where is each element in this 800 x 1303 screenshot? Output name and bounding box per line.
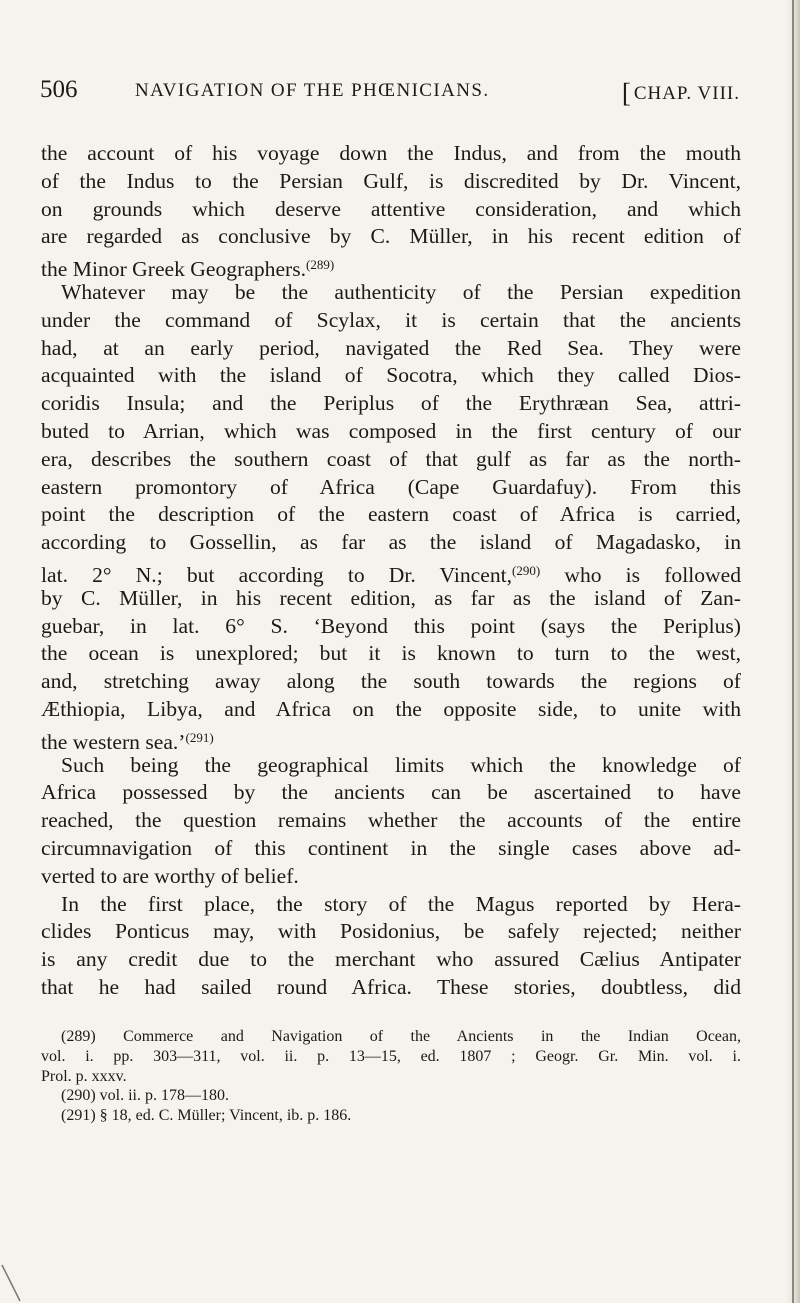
footnote-line: Prol. p. xxxv. <box>41 1067 127 1085</box>
body-line: verted to are worthy of belief. <box>41 863 299 888</box>
chapter-text: CHAP. VIII. <box>633 83 740 104</box>
footnote-ref-289: (289) <box>306 257 335 273</box>
running-title: NAVIGATION OF THE PHŒNICIANS. <box>135 80 490 101</box>
body-line-text: the Minor Greek Geographers. <box>41 257 307 282</box>
body-line: had, at an early period, navigated the Red Sea. They were <box>41 335 741 360</box>
footnotes <box>41 1027 741 1126</box>
body-line: the account of his voyage down the Indus, and from the mouth <box>41 141 741 165</box>
body-line: coridis Insula; and the Periplus of the Erythræan Sea, attri- <box>41 391 741 416</box>
body-line: Africa possessed by the ancients can be ascertained to have <box>41 780 741 805</box>
footnote-line: (290) vol. ii. p. 178—180. <box>61 1087 229 1105</box>
body-line: Whatever may be the authenticity of the Persian expedition <box>61 279 741 304</box>
body-line: reached, the question remains whether the accounts of the entire <box>41 808 741 833</box>
body-line: by C. Müller, in his recent edition, as far as the island of Zan- <box>41 585 741 610</box>
body-line: circumnavigation of this continent in the single cases above ad- <box>41 835 741 860</box>
chapter-label <box>622 78 740 109</box>
body-line-text: who is followed <box>564 562 741 587</box>
footnote-line: vol. i. pp. 303—311, vol. ii. p. 13—15, ed. 1807 ; Geogr. Gr. Min. vol. i. <box>41 1047 741 1065</box>
body-line: eastern promontory of Africa (Cape Guardafuy). From this <box>41 474 741 499</box>
body-line: under the command of Scylax, it is certain that the ancients <box>41 307 741 332</box>
body-text <box>41 140 741 1002</box>
chapter-bracket: [ <box>621 78 632 108</box>
running-head <box>40 76 740 112</box>
body-line-text: the western sea.’ <box>41 729 186 754</box>
body-line: that he had sailed round Africa. These stories, doubtless, did <box>41 974 741 999</box>
body-line: is any credit due to the merchant who assured Cælius Antipater <box>41 947 741 972</box>
body-line: era, describes the southern coast of that gulf as far as the north- <box>41 446 741 471</box>
body-line: according to Gossellin, as far as the island of Magadasko, in <box>41 530 741 555</box>
body-line: and, stretching away along the south towards the regions of <box>41 669 741 694</box>
page-edge-line <box>792 0 794 1303</box>
body-line: on grounds which deserve attentive consideration, and which <box>41 196 741 221</box>
body-line: Æthiopia, Libya, and Africa on the opposite side, to unite with <box>41 696 741 721</box>
footnote-line: (291) § 18, ed. C. Müller; Vincent, ib. p. 186. <box>61 1107 352 1125</box>
body-line: of the Indus to the Persian Gulf, is discredited by Dr. Vincent, <box>41 168 741 193</box>
corner-mark <box>0 1263 24 1303</box>
body-line: clides Ponticus may, with Posidonius, be safely rejected; neither <box>41 919 741 944</box>
body-line <box>41 557 741 585</box>
body-line: point the description of the eastern coast of Africa is carried, <box>41 502 741 527</box>
body-line <box>41 724 741 752</box>
body-line-text: lat. 2° N.; but according to Dr. Vincent, <box>41 562 513 587</box>
body-line: In the first place, the story of the Magus reported by Hera- <box>61 891 741 916</box>
body-line <box>41 251 741 282</box>
body-line: guebar, in lat. 6° S. ‘Beyond this point (says the Periplus) <box>41 613 741 638</box>
footnote-ref-290: (290) <box>512 562 541 578</box>
body-line: Such being the geographical limits which the knowledge of <box>61 752 741 777</box>
body-line: buted to Arrian, which was composed in the first century of our <box>41 418 741 443</box>
footnote-line: (289) Commerce and Navigation of the Ancients in the Indian Ocean, <box>61 1028 741 1045</box>
body-line: the ocean is unexplored; but it is known to turn to the west, <box>41 641 741 666</box>
body-line: acquainted with the island of Socotra, which they called Dios- <box>41 363 741 388</box>
page-number: 506 <box>40 76 78 103</box>
body-line: are regarded as conclusive by C. Müller, in his recent edition of <box>41 224 741 249</box>
footnote-ref-291: (291) <box>185 729 214 745</box>
